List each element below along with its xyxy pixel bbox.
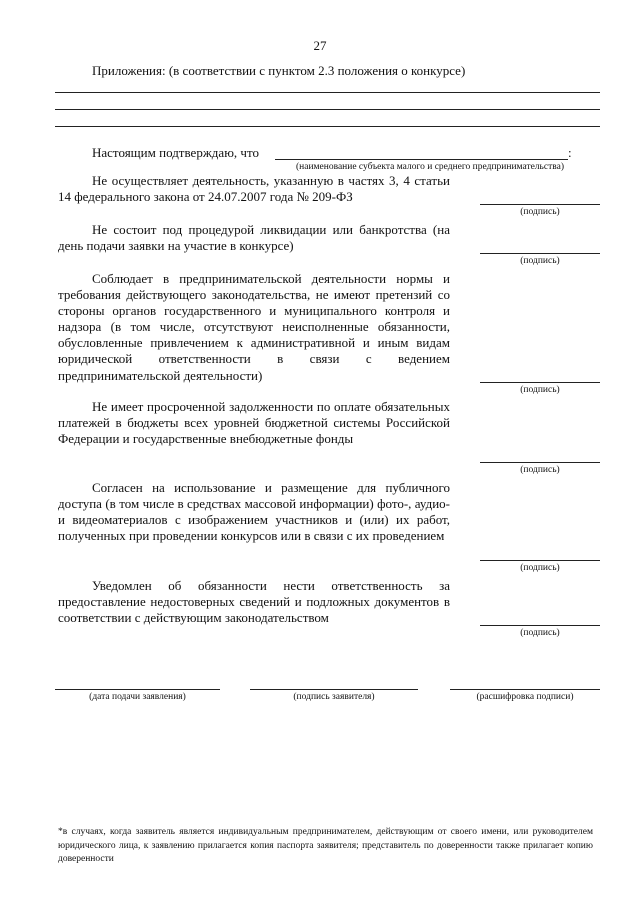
signature-decoding-caption: (расшифровка подписи) [476,692,574,702]
date-caption: (дата подачи заявления) [89,692,186,702]
attachments-line-1 [55,92,600,93]
statement-2 [58,222,450,254]
statement-1 [58,173,450,205]
signature-caption-1: (подпись) [520,207,560,217]
statement-6 [58,578,450,626]
signature-caption-6: (подпись) [520,628,560,638]
signature-line-3 [480,382,600,383]
applicant-signature-line [250,689,418,690]
signature-decoding-line [450,689,600,690]
footnote: *в случаях, когда заявитель является индивидуальным предпринимателем, действующим от своего имени, или руководителем юридического лица, к заявлению прилагается копия паспорта заявителя; представитель по доверенности также прилагает копию доверенности [58,827,593,864]
confirmation-text: Настоящим подтверждаю, что [92,145,259,160]
signature-caption-4: (подпись) [520,465,560,475]
signature-line-1 [480,204,600,205]
statement-4 [58,399,450,447]
signature-line-4 [480,462,600,463]
statement-6-text: Уведомлен об обязанности нести ответственность за предоставление недостоверных сведений и подложных документов в соответствии с действующим законодательством [58,578,450,626]
statement-4-text: Не имеет просроченной задолженности по оплате обязательных платежей в бюджеты всех уровней бюджетной системы Российской Федерации и государственные внебюджетные фонды [58,399,450,447]
signature-caption-5: (подпись) [520,563,560,573]
subject-name-caption: (наименование субъекта малого и среднего предпринимательства) [295,162,564,172]
date-line [55,689,220,690]
signature-caption-3: (подпись) [520,385,560,395]
confirmation-colon: : [568,145,572,160]
signature-line-5 [480,560,600,561]
statement-3-text: Соблюдает в предпринимательской деятельности нормы и требования действующего законодательства, не имеют претензий со стороны органов государственного и муниципального контроля и надзора (в том числе, отсутствуют неисполненные обязанности, обусловленные привлечением к административной и иным видам юридической ответственности в связи с ведением предпринимательской деятельности) [58,271,450,383]
attachments-line-3 [55,126,600,127]
applicant-signature-caption: (подпись заявителя) [293,692,375,702]
statement-1-text: Не осуществляет деятельность, указанную в частях 3, 4 статьи 14 федерального закона от 24.07.2007 года № 209-ФЗ [58,173,450,205]
statement-2-text: Не состоит под процедурой ликвидации или банкротства (на день подачи заявки на участие в конкурсе) [58,222,450,254]
page-number: 27 [313,38,327,53]
statement-5-text: Согласен на использование и размещение для публичного доступа (в том числе в средствах массовой информации) фото-, аудио- и видеоматериалов с изображением участников и (или) их работ, полученных при проведении конкурсов или в связи с их проведением [58,480,450,544]
attachments-heading: Приложения: (в соответствии с пунктом 2.3 положения о конкурсе) [92,63,466,78]
signature-line-2 [480,253,600,254]
statement-3 [58,271,450,384]
signature-caption-2: (подпись) [520,256,560,266]
signature-line-6 [480,625,600,626]
subject-name-line [275,159,568,160]
statement-5 [58,480,450,544]
attachments-line-2 [55,109,600,110]
